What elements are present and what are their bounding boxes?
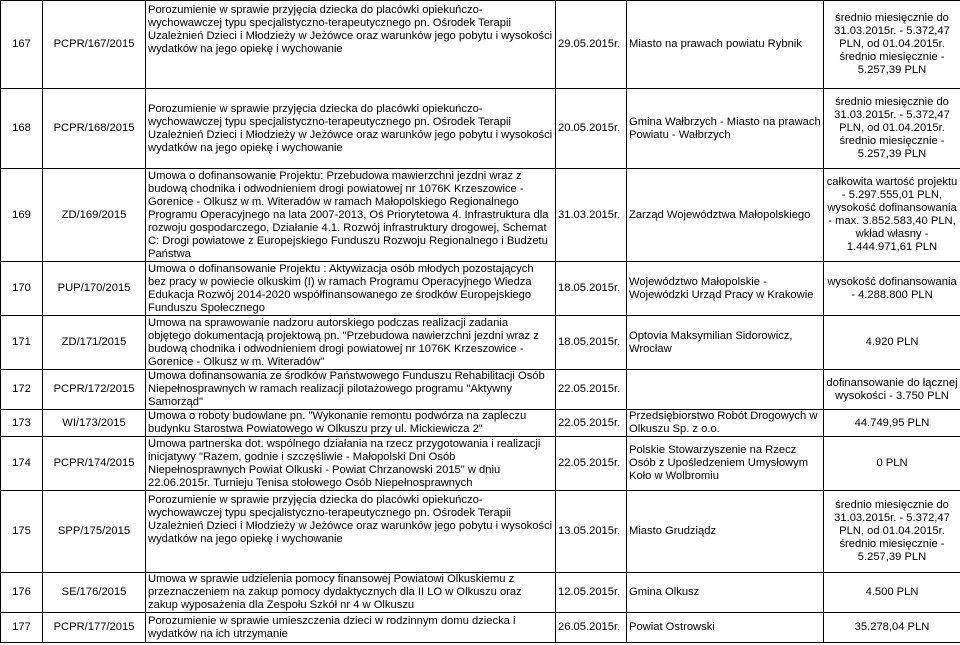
- row-value: 44.749,95 PLN: [824, 410, 960, 437]
- row-signature: PCPR/167/2015: [43, 1, 146, 89]
- row-signature: PCPR/168/2015: [43, 89, 146, 169]
- row-subject: Umowa w sprawie udzielenia pomocy finansowej Powiatowi Olkuskiemu z przeznaczeniem na zakup pomocy dydaktycznych dla II LO w Olkuszu oraz zakup wyposażenia dla Zespołu Szkół nr 4 w Olkuszu: [146, 573, 556, 613]
- row-date: 18.05.2015r.: [556, 316, 627, 370]
- row-party: Województwo Małopolskie - Wojewódzki Urząd Pracy w Krakowie: [627, 262, 824, 316]
- row-subject: Umowa partnerska dot. wspólnego działania na rzecz przygotowania i realizacji inicjatywy "Razem, godnie i szczęśliwie - Małopolski Dni Osób Niepełnosprawnych Powiat Olkuski - Powiat Chrzanowski 2015" w dniu 22.06.2015r. Turnieju Tenisa stołowego Osób Niepełnosprawnych: [146, 437, 556, 491]
- row-party: Przedsiębiorstwo Robót Drogowych w Olkuszu Sp. z o.o.: [627, 410, 824, 437]
- row-number: 173: [1, 410, 43, 437]
- row-signature: PCPR/174/2015: [43, 437, 146, 491]
- row-number: 177: [1, 613, 43, 643]
- row-signature: WI/173/2015: [43, 410, 146, 437]
- row-party: Miasto Grudziądz: [627, 491, 824, 573]
- row-value: 4.920 PLN: [824, 316, 960, 370]
- table-row: [1, 613, 960, 643]
- row-number: 170: [1, 262, 43, 316]
- row-party: Powiat Ostrowski: [627, 613, 824, 643]
- row-number: 172: [1, 370, 43, 410]
- row-subject: Umowa o dofinansowanie Projektu: Przebudowa mawierzchni jezdni wraz z budową chodnika i odwodnieniem drogi powiatowej nr 1076K Krzeszowice - Gorenice - Olkusz w m. Witeradów w ramach Małopolskiego Regionalnego Programu Operacyjnego na lata 2007-2013, Oś Priorytetowa 4. Infrastruktura dla rozwoju gospodarczego, Działanie 4.1. Rozwój infrastruktury drogowej, Schemat C: Drogi powiatowe z Europejskiego Funduszu Rozwoju Regionalnego i Budżetu Państwa: [146, 169, 556, 262]
- table-row: [1, 316, 960, 370]
- row-date: 18.05.2015r.: [556, 262, 627, 316]
- row-value: 4.500 PLN: [824, 573, 960, 613]
- row-signature: PCPR/177/2015: [43, 613, 146, 643]
- table-row: [1, 89, 960, 169]
- row-date: 29.05.2015r.: [556, 1, 627, 89]
- table-row: [1, 169, 960, 262]
- row-party: Miasto na prawach powiatu Rybnik: [627, 1, 824, 89]
- row-signature: ZD/169/2015: [43, 169, 146, 262]
- row-signature: ZD/171/2015: [43, 316, 146, 370]
- row-signature: PUP/170/2015: [43, 262, 146, 316]
- row-party: Gmina Olkusz: [627, 573, 824, 613]
- row-date: 22.05.2015r.: [556, 437, 627, 491]
- table-row: [1, 262, 960, 316]
- row-value: średnio miesięcznie do 31.03.2015r. - 5.372,47 PLN, od 01.04.2015r. średnio miesięcznie - 5.257,39 PLN: [824, 1, 960, 89]
- row-subject: Umowa dofinansowania ze środków Państwowego Funduszu Rehabilitacji Osób Niepełnosprawnych w ramach realizacji pilotażowego programu "Aktywny Samorząd": [146, 370, 556, 410]
- row-date: 12.05.2015r.: [556, 573, 627, 613]
- table-row: [1, 410, 960, 437]
- table-row: [1, 1, 960, 89]
- row-number: 174: [1, 437, 43, 491]
- row-number: 169: [1, 169, 43, 262]
- row-party: Optovia Maksymilian Sidorowicz, Wrocław: [627, 316, 824, 370]
- row-signature: PCPR/172/2015: [43, 370, 146, 410]
- row-subject: Porozumienie w sprawie umieszczenia dzieci w rodzinnym domu dziecka i wydatków na ich utrzymanie: [146, 613, 556, 643]
- table-row: [1, 437, 960, 491]
- row-value: 35.278,04 PLN: [824, 613, 960, 643]
- row-subject: Umowa o dofinansowanie Projektu : Aktywizacja osób młodych pozostających bez pracy w powiecie olkuskim (I) w ramach Programu Operacyjnego Wiedza Edukacja Rozwój 2014-2020 współfinansowanego ze środków Europejskiego Funduszu Społecznego: [146, 262, 556, 316]
- row-date: 13.05.2015r.: [556, 491, 627, 573]
- row-number: 168: [1, 89, 43, 169]
- row-party: Gmina Wałbrzych - Miasto na prawach Powiatu - Wałbrzych: [627, 89, 824, 169]
- row-value: całkowita wartość projektu - 5.297.555,01 PLN, wysokość dofinansowania - max. 3.852.583,40 PLN, wkład własny - 1.444.971,61 PLN: [824, 169, 960, 262]
- row-subject: Porozumienie w sprawie przyjęcia dziecka do placówki opiekuńczo-wychowawczej typu specjalistyczno-terapeutycznego pn. Ośrodek Terapii Uzależnień Dzieci i Młodzieży w Jeżówce oraz warunków jego pobytu i wysokości wydatków na jego opiekę i wychowanie: [146, 1, 556, 89]
- row-party: [627, 370, 824, 410]
- row-value: dofinansowanie do łącznej wysokości - 3.750 PLN: [824, 370, 960, 410]
- row-subject: Umowa o roboty budowlane pn. "Wykonanie remontu podwórza na zapleczu budynku Starostwa Powiatowego w Olkuszu przy ul. Mickiewicza 2": [146, 410, 556, 437]
- row-date: 31.03.2015r.: [556, 169, 627, 262]
- row-date: 20.05.2015r.: [556, 89, 627, 169]
- row-value: 0 PLN: [824, 437, 960, 491]
- row-signature: SPP/175/2015: [43, 491, 146, 573]
- row-date: 22.05.2015r.: [556, 370, 627, 410]
- row-subject: Umowa na sprawowanie nadzoru autorskiego podczas realizacji zadania objętego dokumentacją projektową pn. "Przebudowa nawierzchni jezdni wraz z budową chodnika i odwodnieniem drogi powiatowej nr 1076K Krzeszowice - Gorenice - Olkusz w m. Witeradów": [146, 316, 556, 370]
- table-row: [1, 491, 960, 573]
- row-value: średnio miesięcznie do 31.03.2015r. - 5.372,47 PLN, od 01.04.2015r. średnio miesięcznie - 5.257,39 PLN: [824, 89, 960, 169]
- row-signature: SE/176/2015: [43, 573, 146, 613]
- row-number: 171: [1, 316, 43, 370]
- row-number: 176: [1, 573, 43, 613]
- row-number: 167: [1, 1, 43, 89]
- table-row: [1, 573, 960, 613]
- row-subject: Porozumienie w sprawie przyjęcia dziecka do placówki opiekuńczo-wychowawczej typu specjalistyczno-terapeutycznego pn. Ośrodek Terapii Uzależnień Dzieci i Młodzieży w Jeżówce oraz warunków jego pobytu i wysokości wydatków na jego opiekę i wychowanie: [146, 491, 556, 573]
- row-date: 22.05.2015r.: [556, 410, 627, 437]
- row-party: Polskie Stowarzyszenie na Rzecz Osób z Upośledzeniem Umysłowym Koło w Wolbromiu: [627, 437, 824, 491]
- row-party: Zarząd Województwa Małopolskiego: [627, 169, 824, 262]
- row-value: średnio miesięcznie do 31.03.2015r. - 5.372,47 PLN, od 01.04.2015r. średnio miesięcznie - 5.257,39 PLN: [824, 491, 960, 573]
- row-date: 26.05.2015r.: [556, 613, 627, 643]
- row-value: wysokość dofinansowania - 4.288.800 PLN: [824, 262, 960, 316]
- row-number: 175: [1, 491, 43, 573]
- row-subject: Porozumienie w sprawie przyjęcia dziecka do placówki opiekuńczo-wychowawczej typu specjalistyczno-terapeutycznego pn. Ośrodek Terapii Uzależnień Dzieci i Młodzieży w Jeżówce oraz warunków jego pobytu i wysokości wydatków na jego opiekę i wychowanie: [146, 89, 556, 169]
- table-row: [1, 370, 960, 410]
